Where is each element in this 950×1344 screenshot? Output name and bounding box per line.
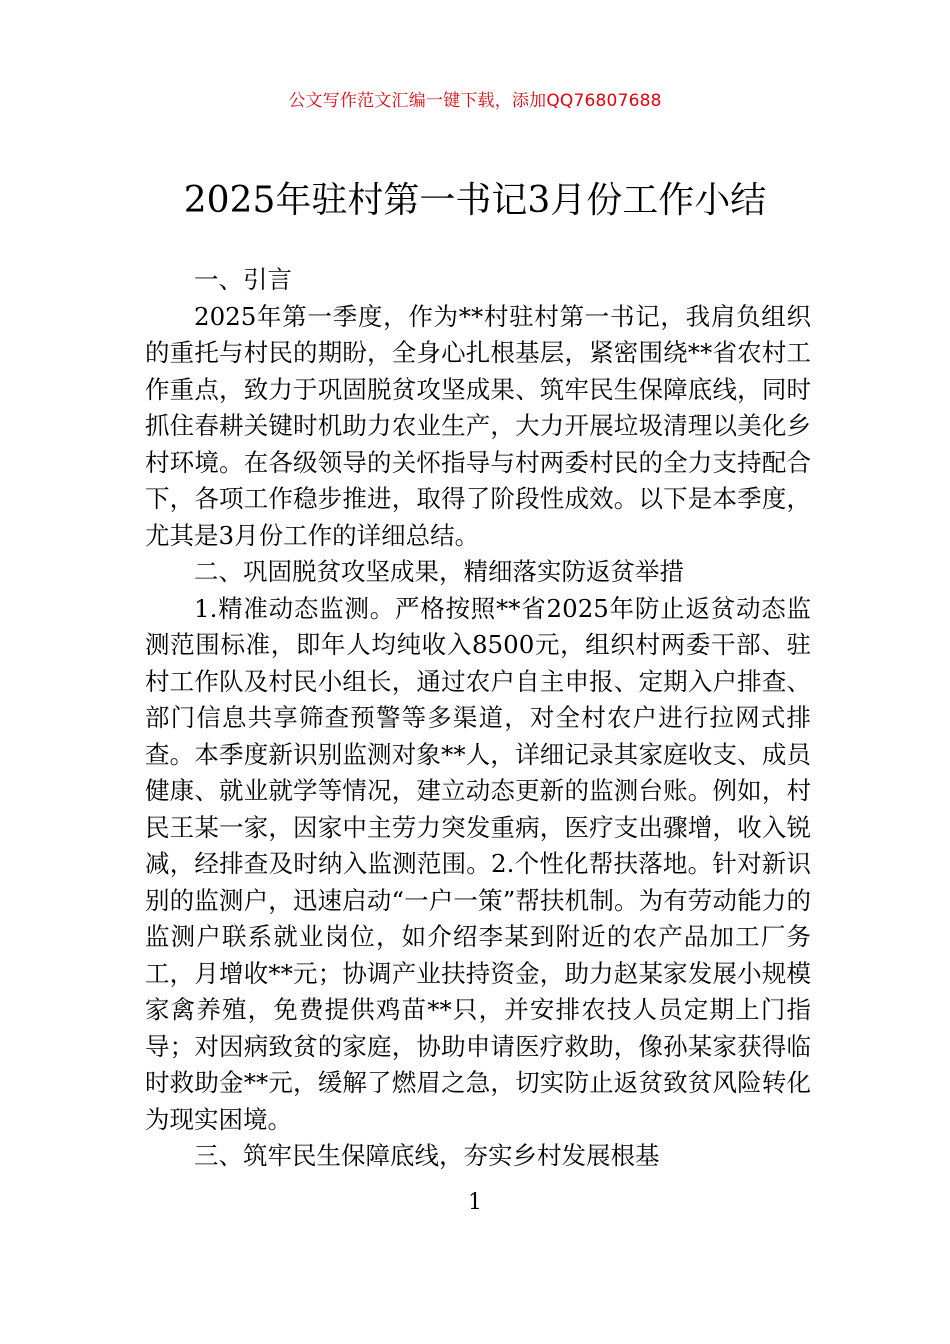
section-heading-intro: 一、引言: [194, 265, 292, 294]
document-body: [145, 262, 811, 1175]
section-heading-livelihood: 三、筑牢民生保障底线，夯实乡村发展根基: [194, 1141, 660, 1170]
watermark-banner: 公文写作范文汇编一键下载，添加QQ76807688: [288, 91, 662, 111]
paragraph-poverty-measures: 1.精准动态监测。严格按照**省2025年防止返贫动态监测范围标准，即年人均纯收入8500元，组织村两委干部、驻村工作队及村民小组长，通过农户自主申报、定期入户排查、部门信息共享筛查预警等多渠道，对全村农户进行拉网式排查。本季度新识别监测对象**人，详细记录其家庭收支、成员健康、就业就学等情况，建立动态更新的监测台账。例如，村民王某一家，因家中主劳力突发重病，医疗支出骤增，收入锐减，经排查及时纳入监测范围。2.个性化帮扶落地。针对新识别的监测户，迅速启动“一户一策”帮扶机制。为有劳动能力的监测户联系就业岗位，如介绍李某到附近的农产品加工厂务工，月增收**元；协调产业扶持资金，助力赵某家发展小规模家禽养殖，免费提供鸡苗**只，并安排农技人员定期上门指导；对因病致贫的家庭，协助申请医疗救助，像孙某家获得临时救助金**元，缓解了燃眉之急，切实防止返贫致贫风险转化为现实困境。: [145, 593, 811, 1134]
paragraph-intro: 2025年第一季度，作为**村驻村第一书记，我肩负组织的重托与村民的期盼，全身心扎根基层，紧密围绕**省农村工作重点，致力于巩固脱贫攻坚成果、筑牢民生保障底线，同时抓住春耕关键时机助力农业生产，大力开展垃圾清理以美化乡村环境。在各级领导的关怀指导与村两委村民的全力支持配合下，各项工作稳步推进，取得了阶段性成效。以下是本季度，尤其是3月份工作的详细总结。: [145, 301, 811, 550]
page-number: 1: [468, 1190, 482, 1215]
section-heading-poverty: 二、巩固脱贫攻坚成果，精细落实防返贫举措: [194, 557, 684, 586]
document-title: 2025年驻村第一书记3月份工作小结: [183, 180, 767, 221]
